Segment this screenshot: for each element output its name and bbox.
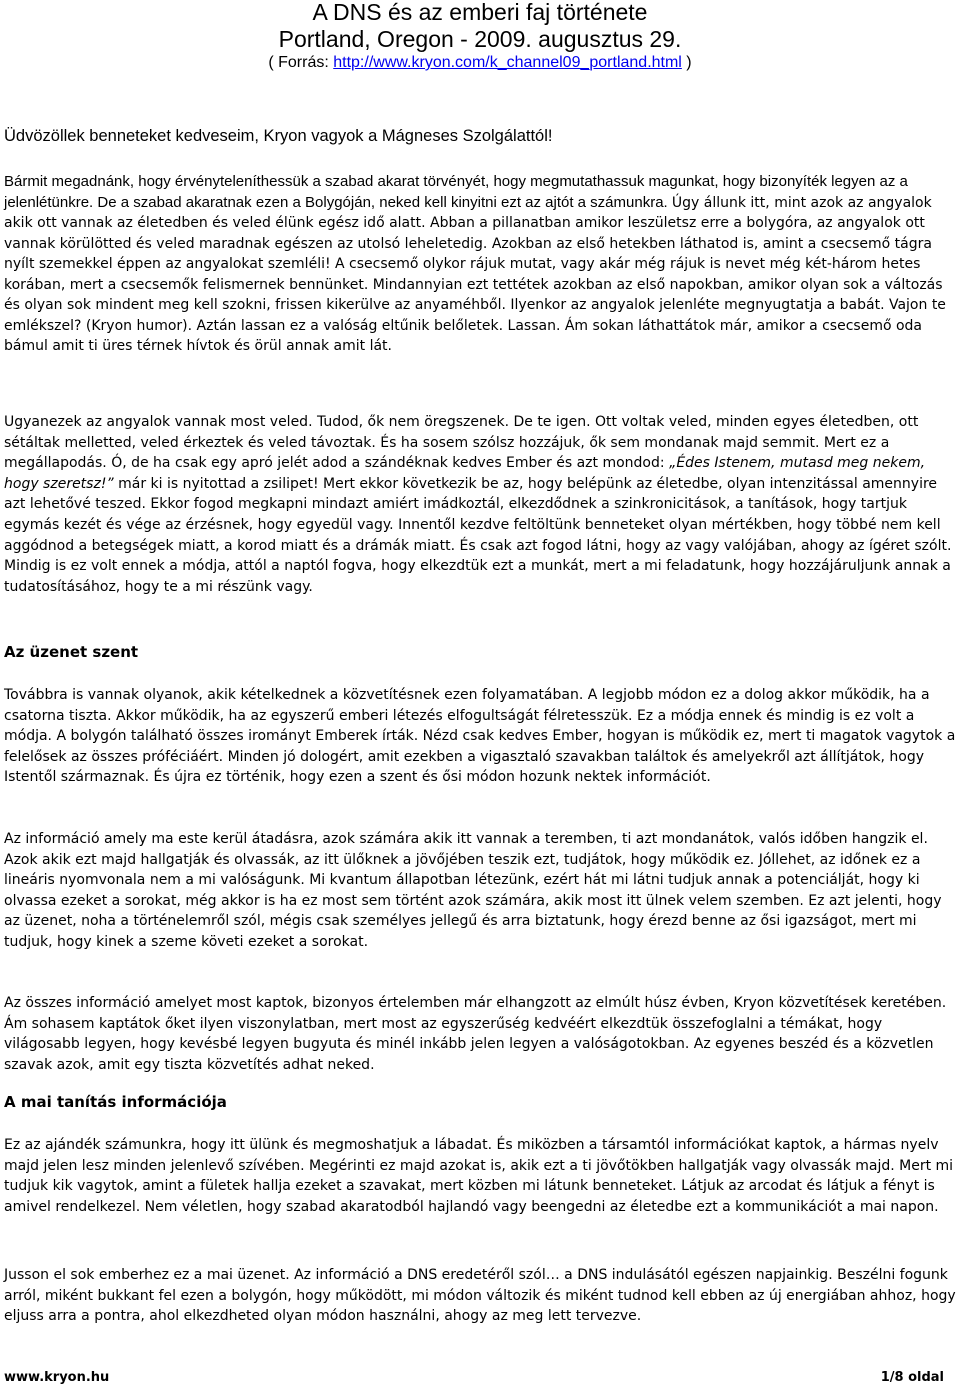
source-link[interactable]: http://www.kryon.com/k_channel09_portland.html	[333, 54, 682, 71]
paragraph-5: Az összes információ amelyet most kaptok, bizonyos értelemben már elhangzott az elmúlt húsz évben, Kryon közvetítések keretében. Ám sohasem kaptátok őket ilyen viszonylatban, mert most az egyszerűség kedvéért elkezdtük összefoglalni a témákat, hogy világosabb legyen, hogy kevésbé legyen bugyuta és minél inkább jelen legyen a valóságotokban. Az egyenes beszéd és a közvetlen szavak azok, amit egy tiszta közvetítés adhat neked.	[4, 995, 947, 1073]
paragraph-1-arial: Bármit megadnánk, hogy érvényteleníthessük a szabad akarat törvényét, hogy megmutathassuk magunkat, hogy bizonyíték legyen az a jelenlétünkre. De a szabad akaratnak ezen a Bolygóján, neked kell kinyitni ezt az ajtót a számunkra.	[4, 173, 908, 211]
document-title: A DNS és az emberi faj története	[312, 0, 648, 25]
paragraph-1-tahoma: Úgy állunk itt, mint azok az angyalok akik ott vannak az életedben és veled élünk egész idő alatt. Abban a pillanatban amikor leszületsz erre a bolygóra, az angyalok ott vannak körülötted és veled maradnak egészen az utolsó leheletedig. Azokban az első hetekben láthatod is, amint a csecsemő tágra nyílt szemekkel éppen az angyalokat szemléli! A csecsemő olykor rájuk mutat, vagy akár még rájuk is nevet még két-három hetes korában, mert a csecsemők felismernek bennünket. Mindannyian ezt tettétek azokban az első napokban, amikor olyan sok a változás és olyan sok mindent meg kell szokni, frissen kikerülve az anyaméhből. Ilyenkor az angyalok jelenléte megnyugtatja a babát. Vajon te emlékszel? (Kryon humor). Aztán lassan ez a valóság eltűnik belőletek. Lassan. Ám sokan láthattátok már, amikor a csecsemő oda bámul amit ti üres térnek hívtok és örül annak amit lát.	[4, 194, 946, 354]
paragraph-2-quote: „Édes Istenem, mutasd meg nekem, hogy szeretsz!”	[4, 455, 926, 492]
paragraph-2-end: már ki is nyitottad a zsilipet! Mert ekkor következik be az, hogy belépünk az életedbe, olyan intenzitással amennyire azt lehetővé teszed. Ekkor fogod megkapni mindazt amiért imádkoztál, elkezdődnek a szinkronicitások, a tanítások, hogy tartjuk egymás kezét és vége az érzésnek, hogy egyedül vagy. Innentől kezdve feltöltünk benneteket olyan mértékben, hogy többé nem kell aggódnod a betegségek miatt, a korod miatt és a drámák miatt. És csak azt fogod látni, hogy az vagy valójában, ahogy az ígéret szólt. Mindig is ez volt ennek a módja, attól a naptól fogva, hogy elkezdtük ezt a munkát, mert a mi feladatunk, hogy hozzájáruljunk annak a tudatosításához, hogy te a mi részünk vagy.	[4, 475, 952, 595]
document-subtitle: Portland, Oregon - 2009. augusztus 29.	[278, 26, 682, 52]
section-heading-message: Az üzenet szent	[4, 643, 139, 661]
paragraph-3: Továbbra is vannak olyanok, akik kételkednek a közvetítésnek ezen folyamatában. A legjobb módon ez a dolog akkor működik, ha a csatorna tiszta. Akkor működik, ha az egyszerű emberi létezés elfogultságát félretesszük. Ez a módja ennek és mindig is ez volt a módja. A bolygón található összes irományt Emberek írták. Nézd csak kedves Ember, hogyan is működik ez, mert ti magatok vagytok a felelősek az összes próféciáért. Minden jó dologért, amit ezekben a vigasztaló szavakban találtok és amelyekről azt állítjátok, hogy Istentől származnak. És újra ez történik, hogy ezen a szent és ősi módon hozunk nektek információt.	[4, 687, 956, 786]
source-suffix: )	[681, 54, 692, 71]
paragraph-6: Ez az ajándék számunkra, hogy itt ülünk és megmoshatjuk a lábadat. És miközben a társamtól információkat kaptok, a hármas nyelv majd jelen lesz minden jelenlevő szívében. Megérinti ez majd azokat is, akik ezt a ti jövőtökben hallgatják vagy olvassák majd. Mert mi tudjuk kik vagytok, amint a fületek hallja ezeket a szavakat, mert közben mi látunk benneteket. Látjuk az arcodat és látjuk a fényt is amivel rendelkezel. Nem véletlen, hogy szabad akaratodból hajlandó vagy beengedni az életedbe ezt a kommunikációt a mai napon.	[4, 1137, 954, 1215]
greeting: Üdvözöllek benneteket kedveseim, Kryon vagyok a Mágneses Szolgálattól!	[4, 127, 553, 145]
footer-site: www.kryon.hu	[4, 1370, 110, 1385]
source-line	[0, 53, 960, 73]
paragraph-4: Az információ amely ma este kerül átadásra, azok számára akik itt vannak a teremben, ti azt mondanátok, valós időben hangzik el. Azok akik ezt majd hallgatják és olvassák, az itt ülőknek a jövőjében teszik ezt, tudjátok, hogy működik ez. Jóllehet, az időnek ez a lineáris nyomvonala nem a mi valóságunk. Mi kvantum állapotban létezünk, ezért hát mi látni tudjuk annak a potenciálját, hogy ki olvassa ezeket a sorokat, még akkor is ha ez most sem történt azok számára, akik most itt ülnek velem szemben. Ez azt jelenti, hogy az üzenet, noha a történelemről szól, mégis csak személyes jellegű és arra biztatunk, hogy érezd benne az ősi igazságot, mert mi tudjuk, hogy kinek a szeme követi ezeket a sorokat.	[4, 831, 942, 950]
paragraph-2-start: Ugyanezek az angyalok vannak most veled. Tudod, ők nem öregszenek. De te igen. Ott voltak veled, minden egyes életedben, ott sétáltak melletted, veled érkeztek és veled távoztak. És ha sosem szólsz hozzájuk, ők sem mondanak majd semmit. Mert ez a megállapodás. Ó, de ha csak egy apró jelét adod a szándéknak kedves Ember és azt mondod:	[4, 414, 919, 472]
paragraph-1	[4, 172, 956, 357]
paragraph-7: Jusson el sok emberhez ez a mai üzenet. Az információ a DNS eredetéről szól… a DNS indulásától egészen napjainkig. Beszélni fogunk arról, miként bukkant fel ezen a bolygón, hogy működött, mi módon változik és miként tudnod kell ebben az új energiában ahhoz, hogy eljuss arra a pontra, ahol elkezdheted olyan módon használni, ahogy az meg lett tervezve.	[4, 1267, 956, 1325]
paragraph-2	[4, 412, 956, 597]
section-heading-teaching: A mai tanítás információja	[4, 1093, 227, 1111]
footer-page-number: 1/8 oldal	[880, 1370, 944, 1385]
source-prefix: ( Forrás:	[268, 54, 334, 71]
